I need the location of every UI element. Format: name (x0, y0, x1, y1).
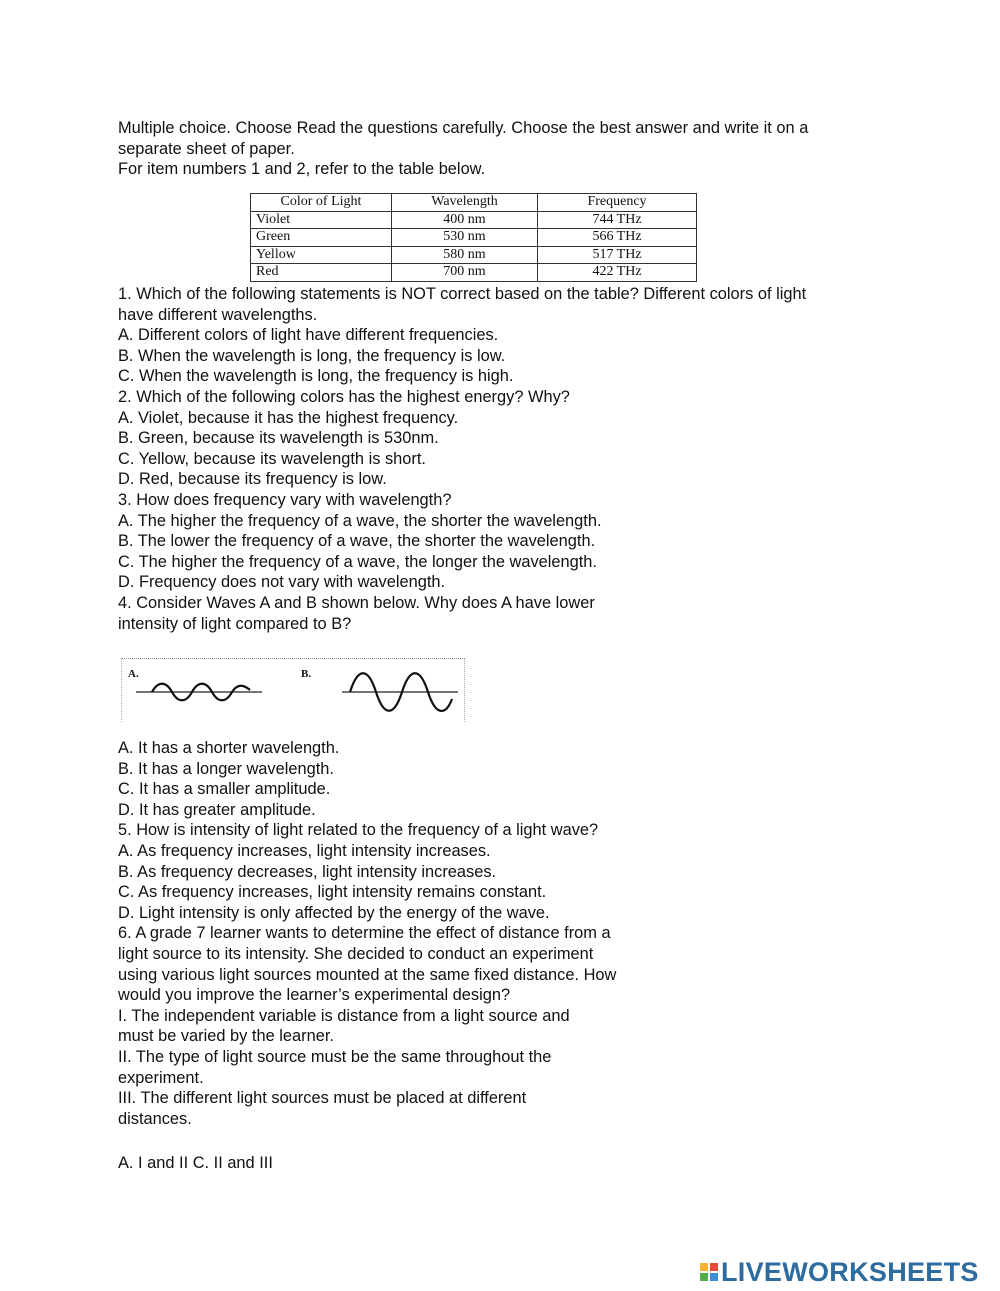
question-line: would you improve the learner’s experimental design? (118, 986, 511, 1005)
statement-line: distances. (118, 1109, 192, 1128)
answer-option: D. Red, because its frequency is low. (118, 470, 387, 489)
statement-line: I. The independent variable is distance from a light source and (118, 1006, 570, 1025)
question-line: 3. How does frequency vary with wavelength? (118, 490, 452, 509)
column-header: Frequency (538, 194, 697, 212)
answer-option: C. When the wavelength is long, the frequency is high. (118, 367, 514, 386)
logo-block (710, 1273, 718, 1281)
table-cell: 400 nm (392, 211, 538, 229)
table-cell: 422 THz (538, 264, 697, 282)
column-header: Wavelength (392, 194, 538, 212)
question-line: light source to its intensity. She decided to conduct an experiment (118, 944, 594, 963)
table-cell: 530 nm (392, 229, 538, 247)
table-cell: 744 THz (538, 211, 697, 229)
instruction-line: separate sheet of paper. (118, 139, 295, 158)
table-cell: Green (251, 229, 392, 247)
answer-option: C. Yellow, because its wavelength is short. (118, 449, 426, 468)
instruction-line: Multiple choice. Choose Read the questions carefully. Choose the best answer and write it on a (118, 119, 809, 137)
answer-option: A. Different colors of light have different frequencies. (118, 326, 499, 345)
question-line: 4. Consider Waves A and B shown below. Why does A have lower (118, 593, 595, 612)
answer-option: C. It has a smaller amplitude. (118, 780, 331, 799)
table-cell: Yellow (251, 246, 392, 264)
statement-line: must be varied by the learner. (118, 1027, 334, 1046)
table-row (251, 246, 697, 264)
question-line: 6. A grade 7 learner wants to determine the effect of distance from a (118, 924, 611, 943)
table-cell: 580 nm (392, 246, 538, 264)
answer-option: A. I and II C. II and III (118, 1154, 273, 1172)
statement-line: II. The type of light source must be the same throughout the (118, 1047, 552, 1066)
questions-4-to-6 (118, 738, 678, 1129)
answer-option: A. It has a shorter wavelength. (118, 739, 340, 757)
question-line: 1. Which of the following statements is NOT correct based on the table? Different colors of light (118, 285, 807, 303)
table-row (251, 229, 697, 247)
logo-text: LIVEWORKSHEETS (721, 1256, 979, 1287)
answer-option: D. It has greater amplitude. (118, 800, 316, 819)
logo-block (700, 1263, 708, 1271)
logo-block (700, 1273, 708, 1281)
question-line: intensity of light compared to B? (118, 614, 352, 633)
answer-option: B. The lower the frequency of a wave, the shorter the wavelength. (118, 532, 596, 551)
waves-figure (121, 658, 465, 722)
answer-option: B. When the wavelength is long, the frequency is low. (118, 346, 506, 365)
instruction-line: For item numbers 1 and 2, refer to the table below. (118, 160, 486, 179)
question-line: 2. Which of the following colors has the highest energy? Why? (118, 387, 570, 406)
statement-line: experiment. (118, 1068, 204, 1087)
table-header-row (251, 194, 697, 212)
waves-drawing (122, 659, 464, 722)
liveworksheets-logo (700, 1257, 979, 1287)
wave-b-label: B. (301, 668, 312, 680)
answer-option: C. The higher the frequency of a wave, the longer the wavelength. (118, 552, 597, 571)
statement-line: III. The different light sources must be placed at different (118, 1089, 527, 1108)
table-cell: 517 THz (538, 246, 697, 264)
answer-option: A. As frequency increases, light intensity increases. (118, 841, 491, 860)
table-row (251, 211, 697, 229)
answer-option: C. As frequency increases, light intensity remains constant. (118, 883, 547, 902)
answer-option: A. Violet, because it has the highest frequency. (118, 408, 459, 427)
light-properties-table (250, 193, 697, 282)
answer-option: A. The higher the frequency of a wave, the shorter the wavelength. (118, 511, 602, 530)
wave-a-label: A. (128, 668, 139, 680)
question-line: using various light sources mounted at the same fixed distance. How (118, 965, 617, 984)
table-cell: Red (251, 264, 392, 282)
answer-option: B. As frequency decreases, light intensity increases. (118, 862, 497, 881)
answer-option: B. Green, because its wavelength is 530nm. (118, 429, 439, 448)
logo-block (710, 1263, 718, 1271)
answer-option: D. Frequency does not vary with wavelength. (118, 573, 446, 592)
questions-1-to-4 (118, 284, 898, 634)
logo-blocks-icon (700, 1263, 718, 1281)
question-line: have different wavelengths. (118, 305, 318, 324)
question-line: 5. How is intensity of light related to the frequency of a light wave? (118, 821, 599, 840)
answer-option: D. Light intensity is only affected by the energy of the wave. (118, 903, 550, 922)
column-header: Color of Light (251, 194, 392, 212)
answer-option: B. It has a longer wavelength. (118, 759, 334, 778)
instructions (118, 118, 898, 180)
final-options (118, 1153, 273, 1174)
table-cell: 566 THz (538, 229, 697, 247)
table-row (251, 264, 697, 282)
table-cell: Violet (251, 211, 392, 229)
table-cell: 700 nm (392, 264, 538, 282)
